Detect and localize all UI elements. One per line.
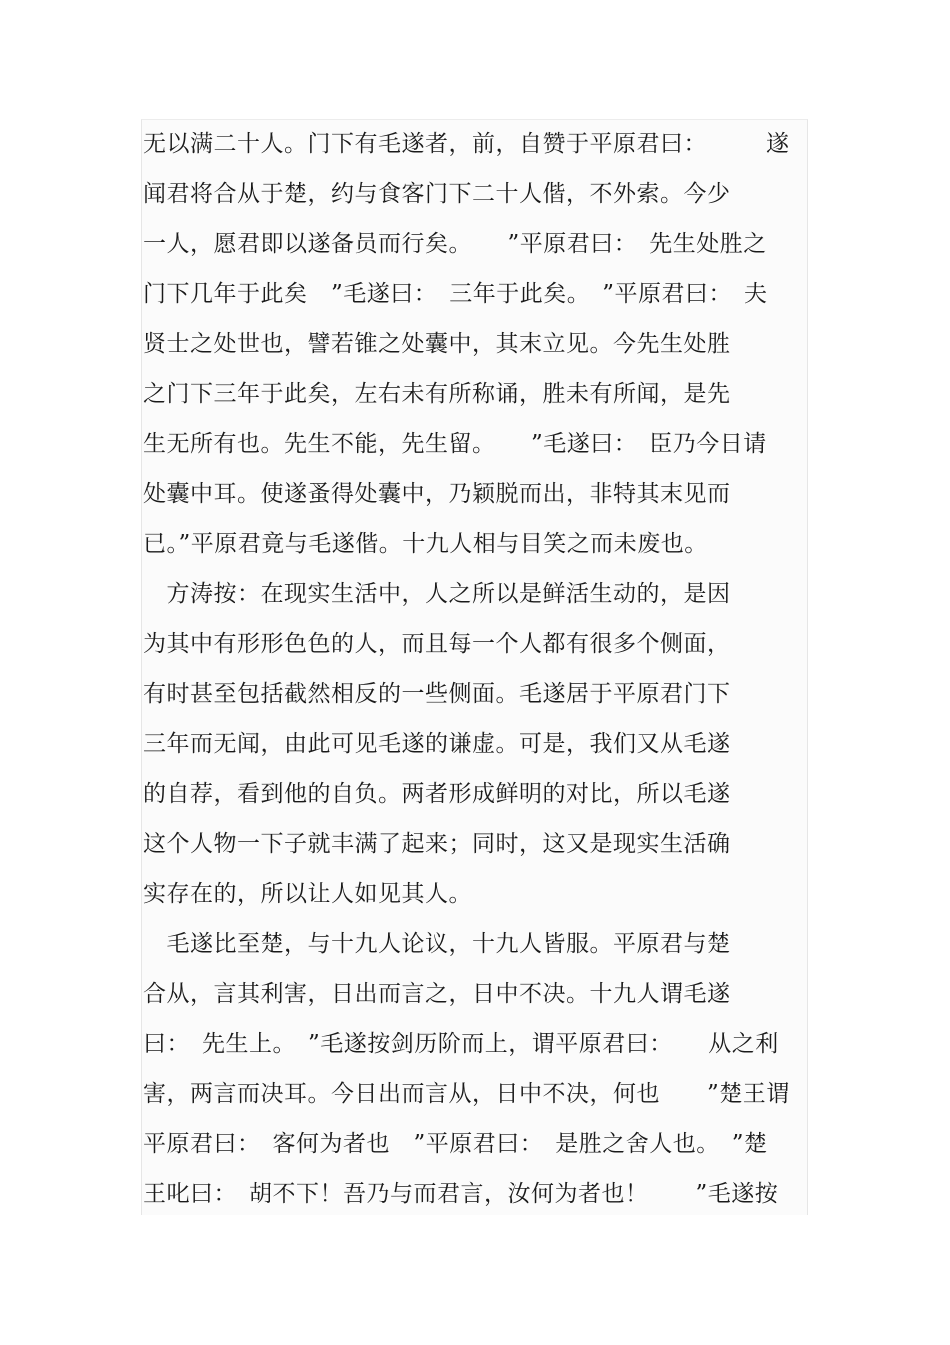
text-line: 已。”平原君竟与毛遂偕。十九人相与目笑之而未废也。 <box>143 531 708 557</box>
text-line: 方涛按：在现实生活中，人之所以是鲜活生动的，是因 <box>143 581 731 607</box>
text-line: 为其中有形形色色的人，而且每一个人都有很多个侧面， <box>143 631 731 657</box>
text-line: 平原君曰： 客何为者也 ”平原君曰： 是胜之舍人也。 ”楚 <box>143 1131 768 1157</box>
text-line: 一人，愿君即以遂备员而行矣。 ”平原君曰： 先生处胜之 <box>143 231 767 257</box>
text-line: 王叱曰： 胡不下！吾乃与而君言，汝何为者也！ ”毛遂按 <box>143 1181 779 1207</box>
text-line: 实存在的，所以让人如见其人。 <box>143 881 472 907</box>
text-line: 门下几年于此矣 ”毛遂曰： 三年于此矣。 ”平原君曰： 夫 <box>143 281 768 307</box>
text-line: 处囊中耳。使遂蚤得处囊中，乃颖脱而出，非特其末见而 <box>143 481 731 507</box>
text-line: 三年而无闻，由此可见毛遂的谦虚。可是，我们又从毛遂 <box>143 731 731 757</box>
text-line: 贤士之处世也，譬若锥之处囊中，其末立见。今先生处胜 <box>143 331 731 357</box>
text-line: 曰： 先生上。 ”毛遂按剑历阶而上，谓平原君曰： 从之利 <box>143 1031 779 1057</box>
text-line: 合从，言其利害，日出而言之，日中不决。十九人谓毛遂 <box>143 981 731 1007</box>
text-line: 的自荐，看到他的自负。两者形成鲜明的对比，所以毛遂 <box>143 781 731 807</box>
text-line: 害，两言而决耳。今日出而言从，日中不决，何也 ”楚王谓 <box>143 1081 790 1107</box>
text-line: 闻君将合从于楚，约与食客门下二十人偕，不外索。今少 <box>143 181 731 207</box>
text-line: 这个人物一下子就丰满了起来；同时，这又是现实生活确 <box>143 831 731 857</box>
text-line: 有时甚至包括截然相反的一些侧面。毛遂居于平原君门下 <box>143 681 731 707</box>
text-line: 生无所有也。先生不能，先生留。 ”毛遂曰： 臣乃今日请 <box>143 431 767 457</box>
text-line: 无以满二十人。门下有毛遂者，前，自赞于平原君曰： 遂 <box>143 131 790 157</box>
text-line: 之门下三年于此矣，左右未有所称诵，胜未有所闻，是先 <box>143 381 731 407</box>
text-line: 毛遂比至楚，与十九人论议，十九人皆服。平原君与楚 <box>143 931 731 957</box>
